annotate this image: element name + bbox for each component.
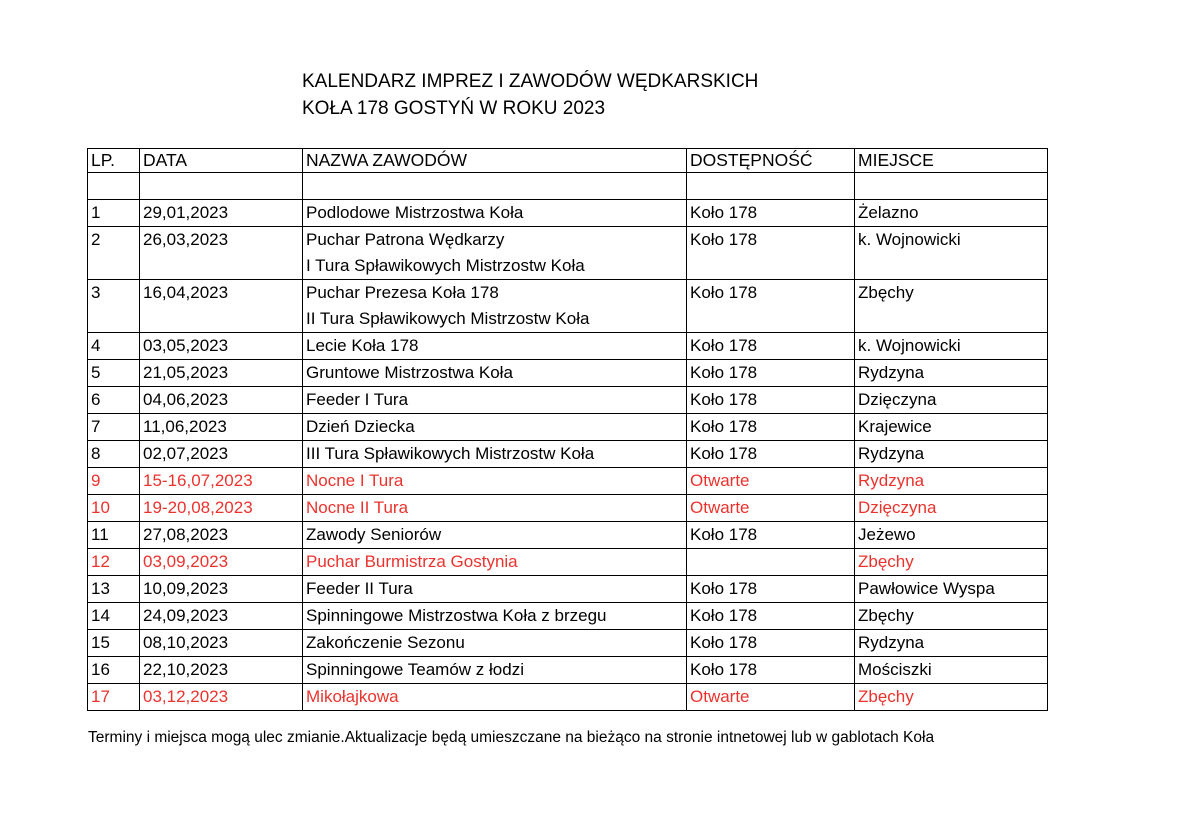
table-row: [88, 280, 1048, 333]
cell-event-name: [303, 522, 687, 549]
table-row: [88, 468, 1048, 495]
table-row: [88, 684, 1048, 711]
cell-availability: Otwarte: [687, 684, 855, 711]
cell-place: Rydzyna: [855, 468, 1048, 495]
cell-event-name: [303, 684, 687, 711]
cell-place: Rydzyna: [855, 441, 1048, 468]
event-name-line: Puchar Burmistrza Gostynia: [306, 552, 518, 571]
table-row: [88, 630, 1048, 657]
cell-availability: Koło 178: [687, 387, 855, 414]
cell-date: 03,09,2023: [140, 549, 303, 576]
cell-availability: Koło 178: [687, 333, 855, 360]
cell-place: Zbęchy: [855, 684, 1048, 711]
table-row: [88, 414, 1048, 441]
cell-date: 08,10,2023: [140, 630, 303, 657]
cell-availability: Koło 178: [687, 200, 855, 227]
cell-lp: 17: [88, 684, 140, 711]
table-row: [88, 549, 1048, 576]
cell-place: Dzięczyna: [855, 495, 1048, 522]
cell-date: 21,05,2023: [140, 360, 303, 387]
cell-availability: Koło 178: [687, 657, 855, 684]
cell-event-name: [303, 441, 687, 468]
cell-event-name: [303, 414, 687, 441]
cell-place: Rydzyna: [855, 360, 1048, 387]
cell-place: Mościszki: [855, 657, 1048, 684]
cell-date: 02,07,2023: [140, 441, 303, 468]
cell-place: Dzięczyna: [855, 387, 1048, 414]
table-row: [88, 603, 1048, 630]
event-name-line: Zawody Seniorów: [306, 525, 442, 544]
cell-date: 27,08,2023: [140, 522, 303, 549]
cell-lp: [88, 173, 140, 200]
cell-lp: 5: [88, 360, 140, 387]
cell-place: Jeżewo: [855, 522, 1048, 549]
cell-availability: [687, 173, 855, 200]
table-row: [88, 657, 1048, 684]
cell-event-name: [303, 333, 687, 360]
cell-lp: 9: [88, 468, 140, 495]
cell-lp: 6: [88, 387, 140, 414]
cell-event-name: [303, 495, 687, 522]
cell-availability: Koło 178: [687, 630, 855, 657]
cell-date: 11,06,2023: [140, 414, 303, 441]
cell-lp: 10: [88, 495, 140, 522]
cell-date: 10,09,2023: [140, 576, 303, 603]
event-name-line: Puchar Patrona Wędkarzy: [306, 230, 505, 249]
cell-availability: Koło 178: [687, 414, 855, 441]
cell-lp: 11: [88, 522, 140, 549]
cell-date: [140, 173, 303, 200]
table-row: [88, 227, 1048, 280]
cell-place: Krajewice: [855, 414, 1048, 441]
header-nazwa-zawodow: NAZWA ZAWODÓW: [303, 149, 687, 173]
cell-event-name: [303, 387, 687, 414]
cell-date: 24,09,2023: [140, 603, 303, 630]
cell-place: Zbęchy: [855, 603, 1048, 630]
cell-availability: Koło 178: [687, 603, 855, 630]
table-row: [88, 333, 1048, 360]
event-name-line: Nocne II Tura: [306, 498, 409, 517]
table-row: [88, 173, 1048, 200]
event-name-line: Puchar Prezesa Koła 178: [306, 283, 499, 302]
event-name-line: Mikołajkowa: [306, 687, 399, 706]
cell-availability: Koło 178: [687, 280, 855, 333]
cell-lp: 15: [88, 630, 140, 657]
cell-availability: Koło 178: [687, 441, 855, 468]
table-row: [88, 441, 1048, 468]
cell-availability: Koło 178: [687, 227, 855, 280]
cell-availability: [687, 549, 855, 576]
cell-date: 16,04,2023: [140, 280, 303, 333]
cell-place: Pawłowice Wyspa: [855, 576, 1048, 603]
cell-event-name: [303, 227, 687, 280]
header-row: [88, 149, 1048, 173]
event-name-line: III Tura Spławikowych Mistrzostw Koła: [306, 444, 595, 463]
cell-date: 03,12,2023: [140, 684, 303, 711]
event-name-line: Zakończenie Sezonu: [306, 633, 465, 652]
table-row: [88, 200, 1048, 227]
cell-event-name: [303, 603, 687, 630]
cell-event-name: [303, 200, 687, 227]
cell-lp: 14: [88, 603, 140, 630]
event-name-line: II Tura Spławikowych Mistrzostw Koła: [306, 309, 590, 328]
cell-availability: Koło 178: [687, 360, 855, 387]
cell-lp: 12: [88, 549, 140, 576]
cell-date: 03,05,2023: [140, 333, 303, 360]
cell-date: 22,10,2023: [140, 657, 303, 684]
table-row: [88, 495, 1048, 522]
cell-date: 29,01,2023: [140, 200, 303, 227]
event-name-line: Feeder II Tura: [306, 579, 413, 598]
cell-availability: Koło 178: [687, 576, 855, 603]
cell-event-name: [303, 360, 687, 387]
table-row: [88, 360, 1048, 387]
cell-event-name: [303, 468, 687, 495]
table-body: [88, 173, 1048, 711]
cell-lp: 3: [88, 280, 140, 333]
table-row: [88, 522, 1048, 549]
cell-lp: 13: [88, 576, 140, 603]
cell-lp: 7: [88, 414, 140, 441]
cell-place: k. Wojnowicki: [855, 227, 1048, 280]
cell-event-name: [303, 280, 687, 333]
event-name-line: Dzień Dziecka: [306, 417, 415, 436]
event-name-line: Spinningowe Teamów z łodzi: [306, 660, 524, 679]
cell-availability: Otwarte: [687, 495, 855, 522]
event-name-line: Lecie Koła 178: [306, 336, 419, 355]
cell-availability: Otwarte: [687, 468, 855, 495]
event-name-line: Podlodowe Mistrzostwa Koła: [306, 203, 524, 222]
cell-place: [855, 173, 1048, 200]
header-miejsce: MIEJSCE: [855, 149, 1048, 173]
table-row: [88, 387, 1048, 414]
cell-event-name: [303, 657, 687, 684]
cell-event-name: [303, 173, 687, 200]
table-row: [88, 576, 1048, 603]
page-title-line-2: KOŁA 178 GOSTYŃ W ROKU 2023: [302, 98, 606, 119]
cell-lp: 16: [88, 657, 140, 684]
page-title-line-1: KALENDARZ IMPREZ I ZAWODÓW WĘDKARSKICH: [302, 71, 759, 92]
cell-place: Żelazno: [855, 200, 1048, 227]
cell-lp: 2: [88, 227, 140, 280]
event-name-line: I Tura Spławikowych Mistrzostw Koła: [306, 256, 585, 275]
page-title: [302, 68, 758, 122]
events-calendar-table: [87, 148, 1048, 711]
cell-place: Zbęchy: [855, 280, 1048, 333]
cell-event-name: [303, 576, 687, 603]
cell-place: Zbęchy: [855, 549, 1048, 576]
event-name-line: Feeder I Tura: [306, 390, 409, 409]
cell-lp: 4: [88, 333, 140, 360]
footer-note: Terminy i miejsca mogą ulec zmianie.Aktualizacje będą umieszczane na bieżąco na stronie intnetowej lub w gablotach Koła: [88, 729, 935, 746]
event-name-line: Nocne I Tura: [306, 471, 404, 490]
cell-place: Rydzyna: [855, 630, 1048, 657]
event-name-line: Spinningowe Mistrzostwa Koła z brzegu: [306, 606, 607, 625]
cell-event-name: [303, 549, 687, 576]
cell-date: 04,06,2023: [140, 387, 303, 414]
event-name-line: Gruntowe Mistrzostwa Koła: [306, 363, 513, 382]
header-lp: LP.: [88, 149, 140, 173]
header-data: DATA: [140, 149, 303, 173]
cell-place: k. Wojnowicki: [855, 333, 1048, 360]
cell-availability: Koło 178: [687, 522, 855, 549]
cell-date: 15-16,07,2023: [140, 468, 303, 495]
header-dostepnosc: DOSTĘPNOŚĆ: [687, 149, 855, 173]
cell-lp: 8: [88, 441, 140, 468]
cell-lp: 1: [88, 200, 140, 227]
table-header: [88, 149, 1048, 173]
cell-date: 26,03,2023: [140, 227, 303, 280]
cell-event-name: [303, 630, 687, 657]
cell-date: 19-20,08,2023: [140, 495, 303, 522]
